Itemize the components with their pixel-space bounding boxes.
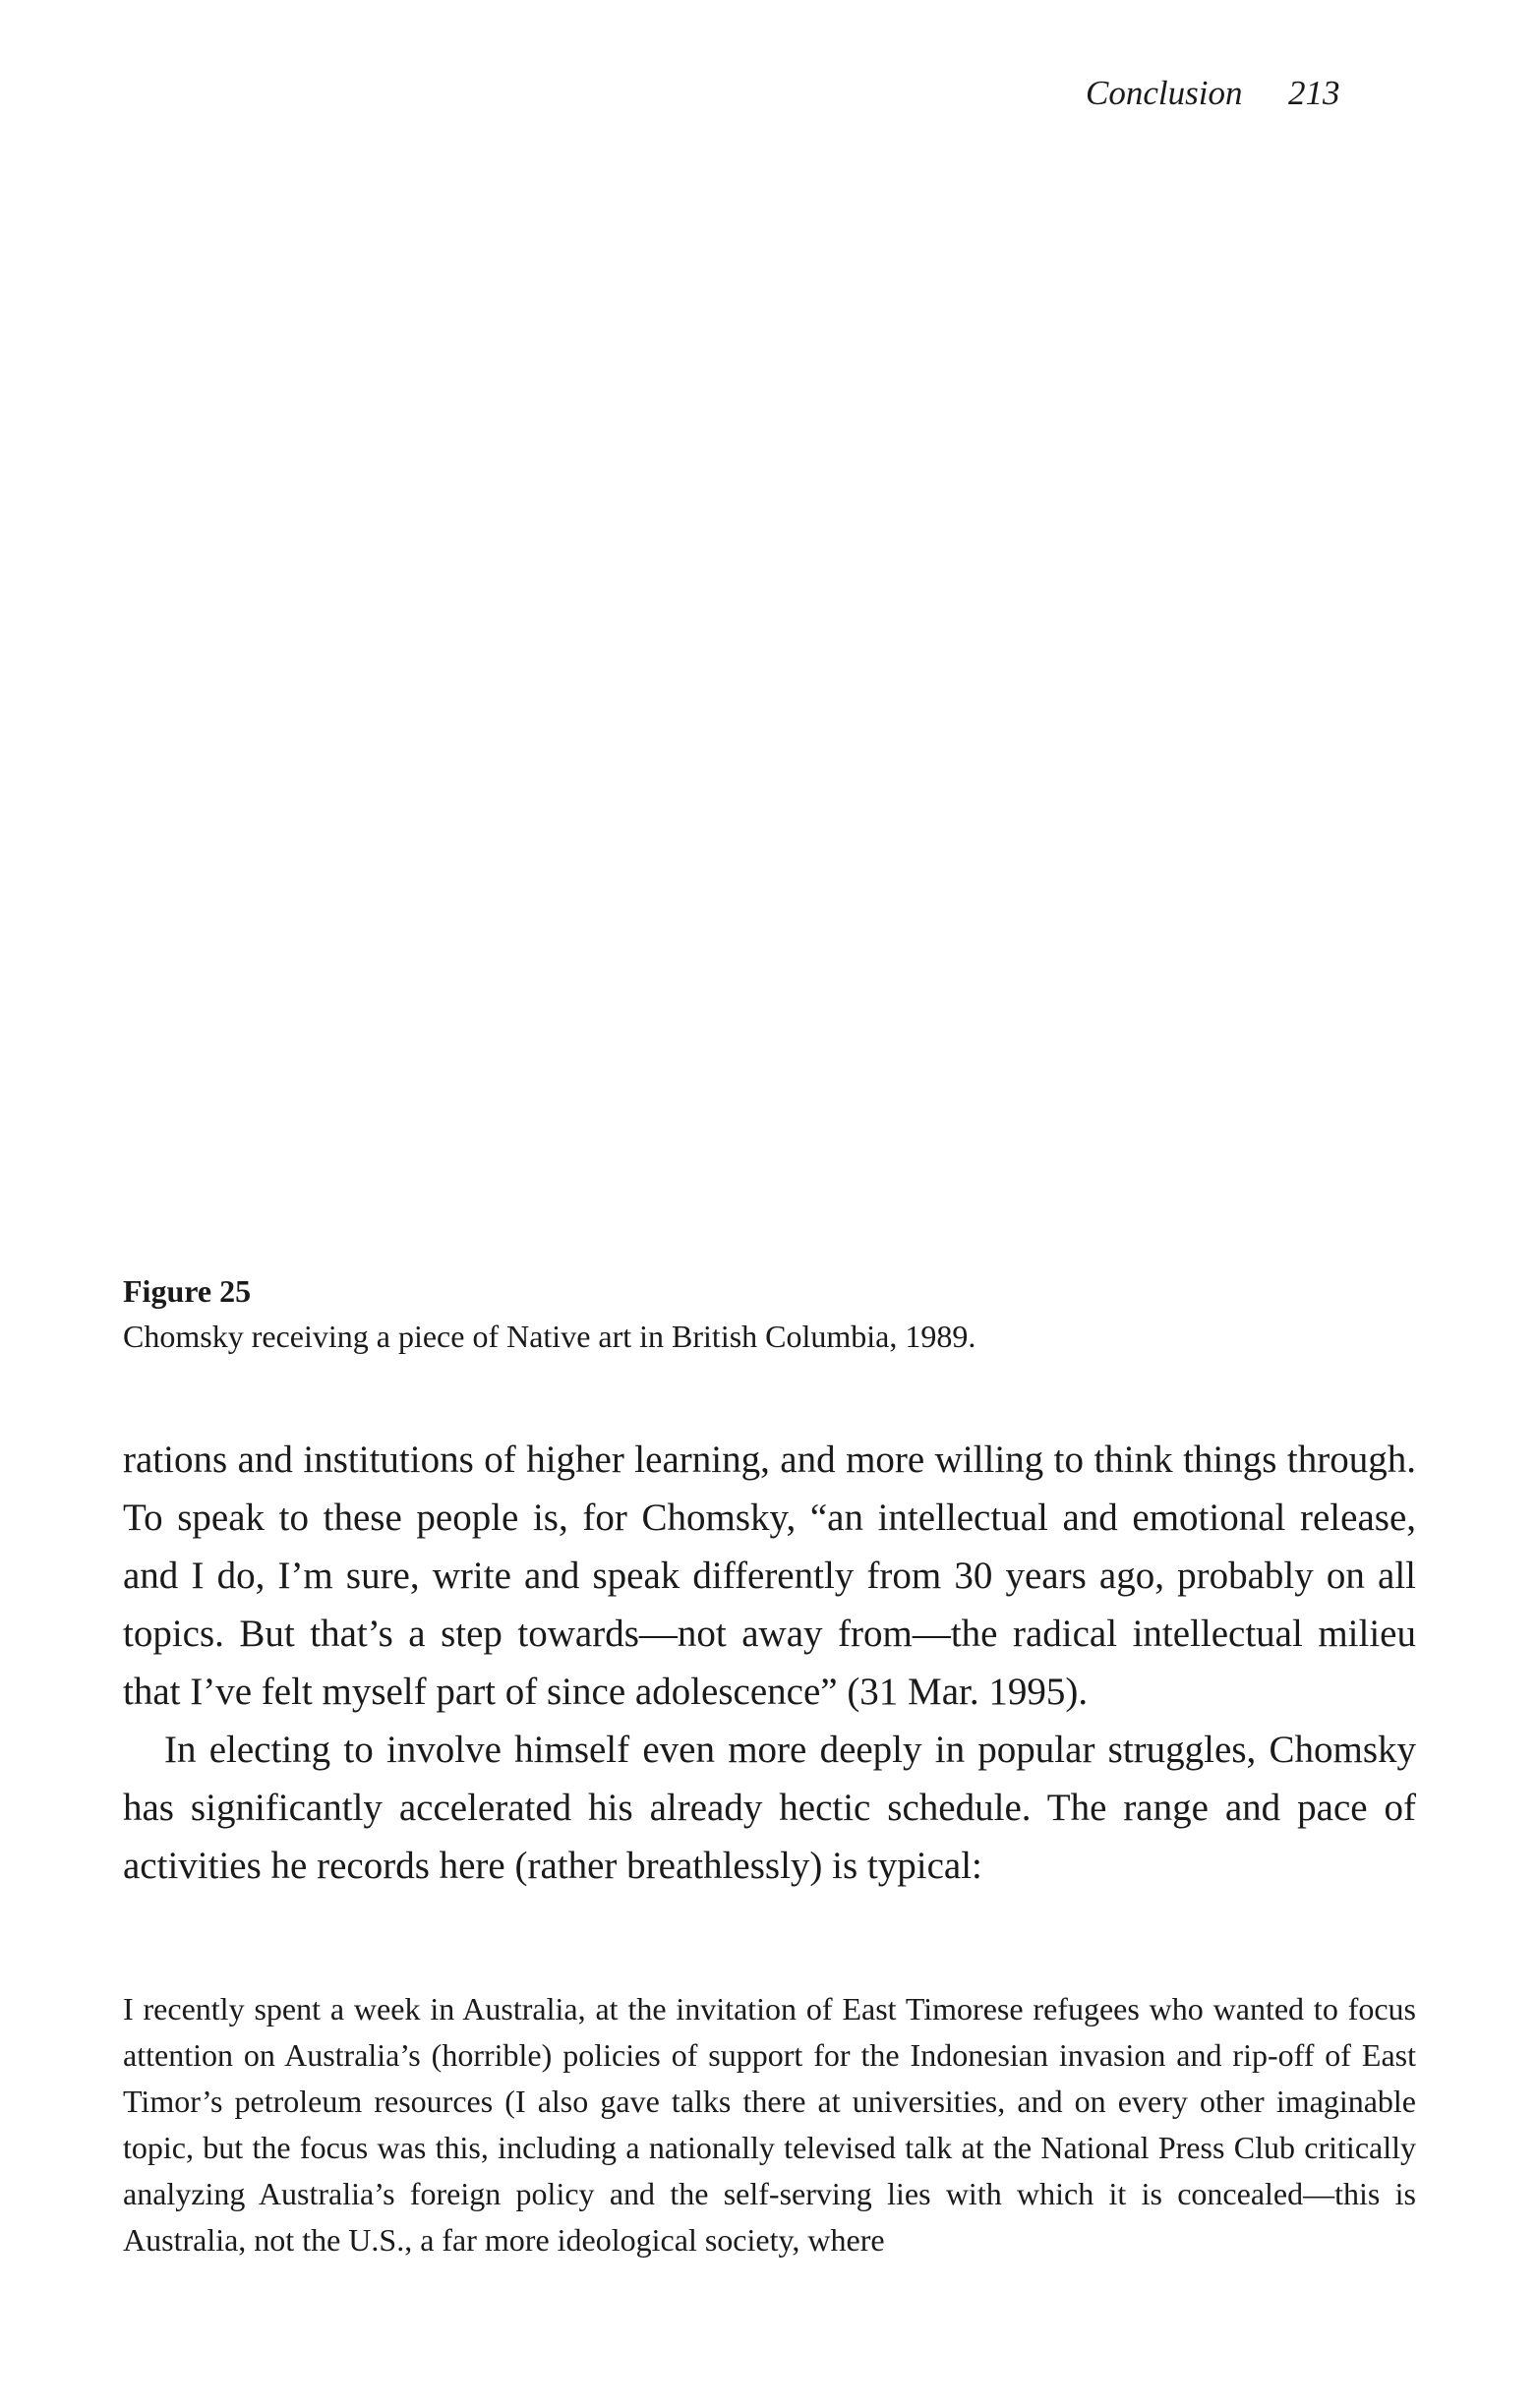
running-head bbox=[1023, 69, 1416, 118]
figure-caption-text: Chomsky receiving a piece of Native art in British Columbia, 1989. bbox=[123, 1319, 976, 1354]
running-head-title: Conclusion bbox=[1086, 74, 1243, 112]
page-number: 213 bbox=[1288, 74, 1340, 112]
figure-caption bbox=[123, 1268, 1416, 1359]
block-quote bbox=[123, 1986, 1416, 2263]
figure-label: Figure 25 bbox=[123, 1273, 252, 1309]
block-quote-text: I recently spent a week in Australia, at the invitation of East Timorese refugees who wanted to focus attention on Australia’s (horrible) policies of support for the Indonesian invasion and rip-off of East Timor’s petroleum resources (I also gave talks there at universities, and on every other imaginable topic, but the focus was this, including a nationally televised talk at the National Press Club critically analyzing Australia’s foreign policy and the self-serving lies with which it is concealed—this is Australia, not the U.S., a far more ideological society, where bbox=[123, 1991, 1416, 2258]
body-text bbox=[123, 1431, 1416, 1895]
body-paragraph-2: In electing to involve himself even more deeply in popular struggles, Chomsky has significantly accelerated his already hectic schedule. The range and pace of activities he records here (rather breathlessly) is typical: bbox=[123, 1729, 1416, 1887]
body-paragraph-1: rations and institutions of higher learning, and more willing to think things through. To speak to these people is, for Chomsky, “an intellectual and emotional release, and I do, I’m sure, write and speak differently from 30 years ago, probably on all topics. But that’s a step towards—not away from—the radical intellectual milieu that I’ve felt myself part of since adolescence” (31 Mar. 1995). bbox=[123, 1439, 1416, 1713]
figure-image-area bbox=[123, 147, 1416, 1249]
